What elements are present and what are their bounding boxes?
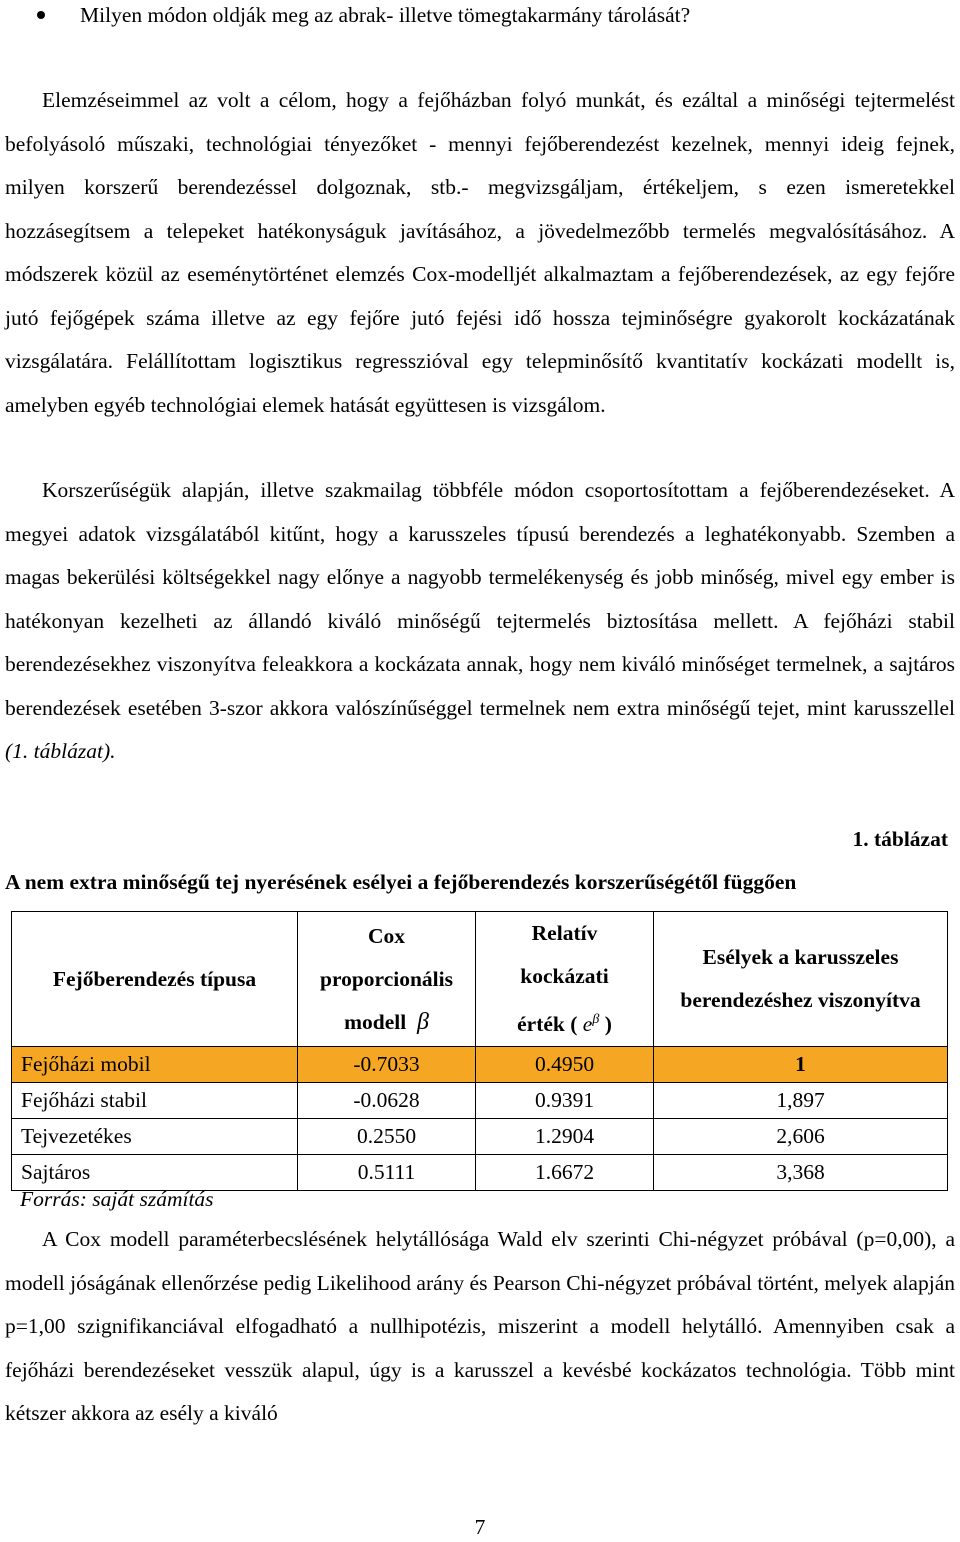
cell-beta: -0.7033: [298, 1047, 476, 1083]
header-cox-model: Cox proporcionális modell β: [298, 912, 476, 1047]
cell-relative-risk: 1.6672: [476, 1155, 654, 1191]
results-table: [11, 911, 948, 1191]
beta-symbol: β: [416, 1008, 429, 1035]
paragraph-1-text: Elemzéseimmel az volt a célom, hogy a fejőházban folyó munkát, és ezáltal a minőségi tejtermelést befolyásoló műszaki, technológiai tényezőket - mennyi fejőberendezést kezelnek, mennyi ideig fejnek, milyen korszerű berendezéssel dolgoznak, stb.- megvizsgáljam, értékeljem, s ezen ismeretekkel hozzásegítsem a telepeket hatékonyságuk javításához, a jövedelmezőbb termelés megvalósításához. A módszerek közül az eseménytörténet elemzés Cox-modelljét alkalmaztam a fejőberendezések, az egy fejőre jutó fejőgépek száma illetve az egy fejőre jutó fejési idő hossza tejminőségre gyakorolt kockázatának vizsgálatára. Felállítottam logisztikus regresszióval egy telepminősítő kvantitatív kockázati modellt is, amelyben egyéb technológiai elemek hatását együttesen is vizsgálom.: [5, 88, 955, 417]
cell-type: Fejőházi stabil: [12, 1083, 298, 1119]
cell-type: Tejvezetékes: [12, 1119, 298, 1155]
cell-odds: 3,368: [654, 1155, 948, 1191]
table-row: [12, 1047, 948, 1083]
bullet-dot-icon: [37, 11, 45, 19]
table-title: A nem extra minőségű tej nyerésének esélyei a fejőberendezés korszerűségétől függően: [5, 870, 797, 894]
paragraph-1: [5, 79, 955, 427]
bullet-text: Milyen módon oldják meg az abrak- illetve tömegtakarmány tárolását?: [80, 3, 691, 27]
cell-odds: 1,897: [654, 1083, 948, 1119]
cell-beta: -0.0628: [298, 1083, 476, 1119]
cell-beta: 0.5111: [298, 1155, 476, 1191]
cell-odds: 1: [654, 1047, 948, 1083]
cell-relative-risk: 0.4950: [476, 1047, 654, 1083]
cell-type: Sajtáros: [12, 1155, 298, 1191]
page-number: 7: [474, 1515, 486, 1539]
paragraph-2: [5, 469, 955, 774]
header-device-type: Fejőberendezés típusa: [12, 912, 298, 1047]
cell-type: Fejőházi mobil: [12, 1047, 298, 1083]
header-odds: Esélyek a karusszeles berendezéshez viszonyítva: [654, 912, 948, 1047]
table-row: [12, 1083, 948, 1119]
table-row: [12, 1119, 948, 1155]
paragraph-2-text: Korszerűségük alapján, illetve szakmailag többféle módon csoportosítottam a fejőberendezéseket. A megyei adatok vizsgálatából kitűnt, hogy a karusszeles típusú berendezés a leghatékonyabb. Szemben a magas bekerülési költségekkel nagy előnye a nagyobb termelékenység és jobb minőség, mivel egy ember is hatékonyan kezelheti az állandó kiváló minőségű tejtermelés biztosítása mellett. A fejőházi stabil berendezésekhez viszonyítva feleakkora a kockázata annak, hogy nem kiváló minőséget termelnek, a sajtáros berendezések esetében 3-szor akkora valószínűséggel termelnek nem extra minőségű tejet, mint karusszellel: [5, 478, 955, 720]
paragraph-3-text: A Cox modell paraméterbecslésének helytállósága Wald elv szerinti Chi-négyzet próbával (p=0,00), a modell jóságának ellenőrzése pedig Likelihood arány és Pearson Chi-négyzet próbával történt, melyek alapján p=1,00 szignifikanciával elfogadható a nullhipotézis, miszerint a modell helytálló. Amennyiben csak a fejőházi berendezéseket vesszük alapul, úgy is a karusszel a kevésbé kockázatos technológia. Több mint kétszer akkora az esély a kiváló: [5, 1227, 955, 1425]
table-source: Forrás: saját számítás: [20, 1187, 214, 1211]
table-reference: (1. táblázat).: [5, 739, 116, 763]
table-number: 1. táblázat: [852, 827, 948, 851]
paragraph-3: [5, 1218, 955, 1436]
cell-beta: 0.2550: [298, 1119, 476, 1155]
cell-odds: 2,606: [654, 1119, 948, 1155]
table-header-row: [12, 912, 948, 1047]
cell-relative-risk: 1.2904: [476, 1119, 654, 1155]
header-relative-risk: Relatív kockázati érték ( $e^\beta$ ): [476, 912, 654, 1047]
cell-relative-risk: 0.9391: [476, 1083, 654, 1119]
